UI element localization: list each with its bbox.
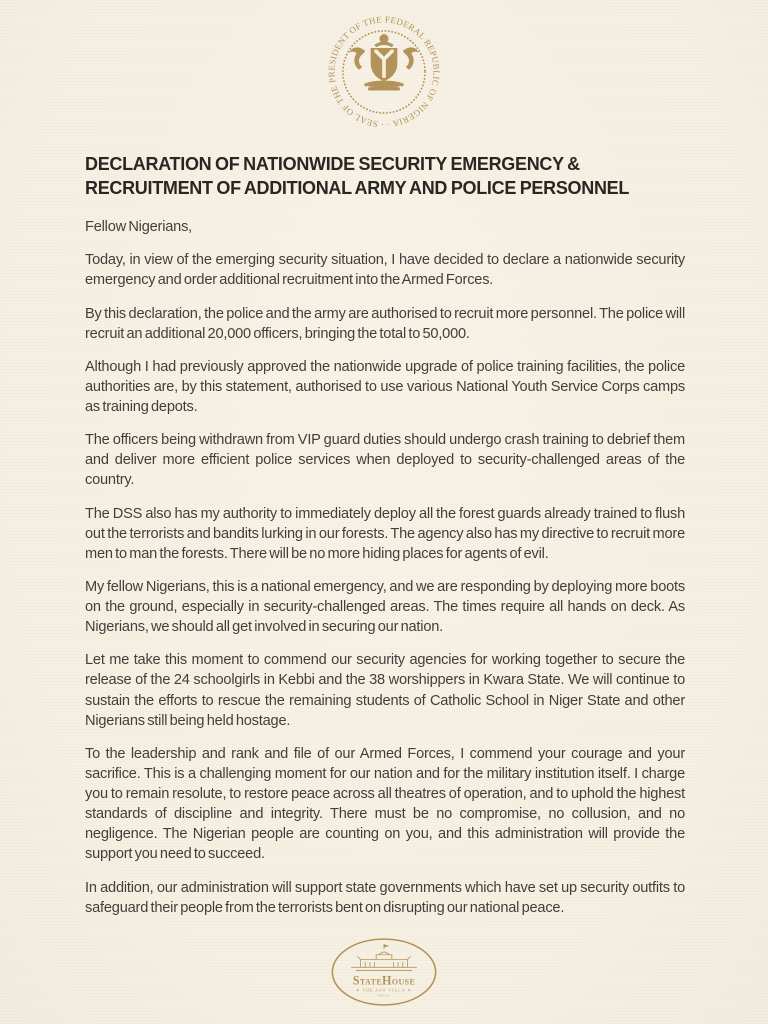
salutation: Fellow Nigerians, — [85, 219, 193, 236]
statement-content — [85, 152, 685, 931]
paragraph: Today, in view of the emerging security situation, I have decided to declare a nationwide security emergency and order additional recruitment into the Armed Forces. — [85, 252, 685, 289]
paragraph: To the leadership and rank and file of our Armed Forces, I commend your courage and your sacrifice. This is a challenging moment for our nation and for the military institution itself. I charge you to remain resolute, to restore peace across all theatres of operation, and to uphold the highest standards of discipline and integrity. There must be no compromise, no collusion, and no negligence. The Nigerian people are counting on you, and this administration will provide the support you need to succeed. — [85, 745, 685, 863]
statement-title: DECLARATION OF NATIONWIDE SECURITY EMERGENCY & RECRUITMENT OF ADDITIONAL ARMY AND POLICE PERSONNEL — [85, 154, 630, 199]
seal-ring-text: · SEAL OF THE PRESIDENT OF THE FEDERAL REPUBLIC OF NIGERIA · — [326, 14, 442, 130]
logo-subtitle-text: ✦ THE ASO VILLA ✦ — [356, 988, 412, 993]
logo-location-text: ABUJA — [377, 993, 391, 998]
paragraph: In addition, our administration will support state governments which have set up security outfits to safeguard their people from the terrorists bent on disrupting our national peace. — [85, 879, 685, 916]
paragraph: Let me take this moment to commend our security agencies for working together to secure the release of the 24 schoolgirls in Kebbi and the 38 worshippers in Kwara State. We will continue to sustain the efforts to rescue the remaining students of Catholic School in Niger State and other Nigerians still being held hostage. — [85, 652, 685, 729]
paragraph: The officers being withdrawn from VIP guard duties should undergo crash training to debrief them and deliver more efficient police services when deployed to security-challenged areas of the country. — [85, 432, 685, 489]
seal-svg — [320, 8, 448, 136]
statehouse-logo-svg — [329, 936, 439, 1008]
paragraph: By this declaration, the police and the army are authorised to recruit more personnel. The police will recruit an additional 20,000 officers, bringing the total to 50,000. — [85, 305, 685, 342]
paragraph: The DSS also has my authority to immediately deploy all the forest guards already trained to flush out the terrorists and bandits lurking in our forests. The agency also has my directive to recruit more men to man the forests. There will be no more hiding places for agents of evil. — [85, 505, 685, 562]
logo-title-text: StateHouse — [352, 973, 416, 988]
paragraph: Although I had previously approved the nationwide upgrade of police training facilities, the police authorities are, by this statement, authorised to use various National Youth Service Corps camps as training depots. — [85, 358, 685, 416]
villa-building-icon — [351, 945, 417, 971]
paragraph: My fellow Nigerians, this is a national emergency, and we are responding by deploying more boots on the ground, especially in security-challenged areas. The times require all hands on deck. As Nigerians, we should all get involved in securing our nation. — [85, 578, 685, 636]
presidential-seal-icon — [320, 8, 448, 136]
statehouse-logo — [329, 936, 439, 1008]
